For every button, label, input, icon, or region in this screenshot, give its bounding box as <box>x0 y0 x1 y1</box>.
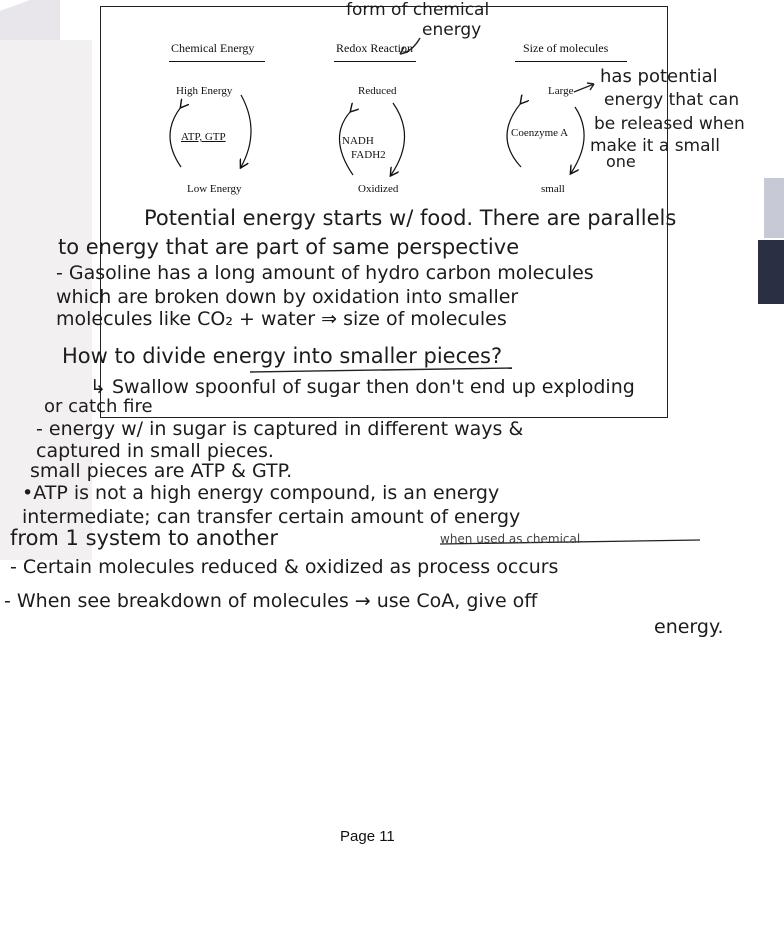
note-line: which are broken down by oxidation into smaller <box>56 286 519 308</box>
note-line: ↳ Swallow spoonful of sugar then don't end up exploding <box>90 376 635 398</box>
note-line: small pieces are ATP & GTP. <box>30 460 293 482</box>
annotation-potential-2: energy that can <box>604 90 740 110</box>
note-line: molecules like CO₂ + water ⇒ size of molecules <box>56 308 507 330</box>
note-line: captured in small pieces. <box>36 440 274 462</box>
label-coenzyme-a: Coenzyme A <box>511 127 569 139</box>
heading-chemical-energy: Chemical Energy <box>171 41 255 55</box>
note-line: Potential energy starts w/ food. There are parallels <box>144 206 677 230</box>
note-line: - Gasoline has a long amount of hydro carbon molecules <box>56 262 594 284</box>
note-strikethrough: when used as chemical <box>440 532 581 546</box>
annotation-potential-4: make it a small <box>590 136 720 156</box>
annotation-energy: energy <box>422 20 482 40</box>
note-line: from 1 system to another <box>10 526 279 550</box>
annotation-form-of-chemical: form of chemical <box>346 0 490 20</box>
label-reduced: Reduced <box>358 85 397 97</box>
note-line: intermediate; can transfer certain amount of energy <box>22 506 521 528</box>
annotation-potential-1: has potential <box>600 66 718 87</box>
note-line: •ATP is not a high energy compound, is an energy <box>22 482 500 504</box>
label-small: small <box>541 183 565 195</box>
note-line: - energy w/ in sugar is captured in different ways & <box>36 418 524 440</box>
note-line: or catch fire <box>44 396 153 417</box>
label-nadh: NADH <box>342 135 374 147</box>
label-low-energy: Low Energy <box>187 183 242 195</box>
note-line: - Certain molecules reduced & oxidized as process occurs <box>10 556 559 578</box>
heading-redox-reaction: Redox Reaction <box>336 41 413 55</box>
label-oxidized: Oxidized <box>358 183 399 195</box>
note-line: to energy that are part of same perspective <box>58 235 520 259</box>
label-atp-gtp: ATP, GTP <box>181 131 226 143</box>
label-large: Large <box>548 85 574 97</box>
note-line: energy. <box>654 616 724 638</box>
annotation-potential-5: one <box>606 152 636 171</box>
note-question: How to divide energy into smaller pieces? <box>62 344 503 368</box>
page-number: Page 11 <box>340 828 395 845</box>
heading-size-of-molecules: Size of molecules <box>523 41 609 55</box>
label-fadh2: FADH2 <box>351 149 386 161</box>
note-line: - When see breakdown of molecules → use CoA, give off <box>4 590 538 612</box>
label-high-energy: High Energy <box>176 85 233 97</box>
annotation-potential-3: be released when <box>594 114 745 134</box>
